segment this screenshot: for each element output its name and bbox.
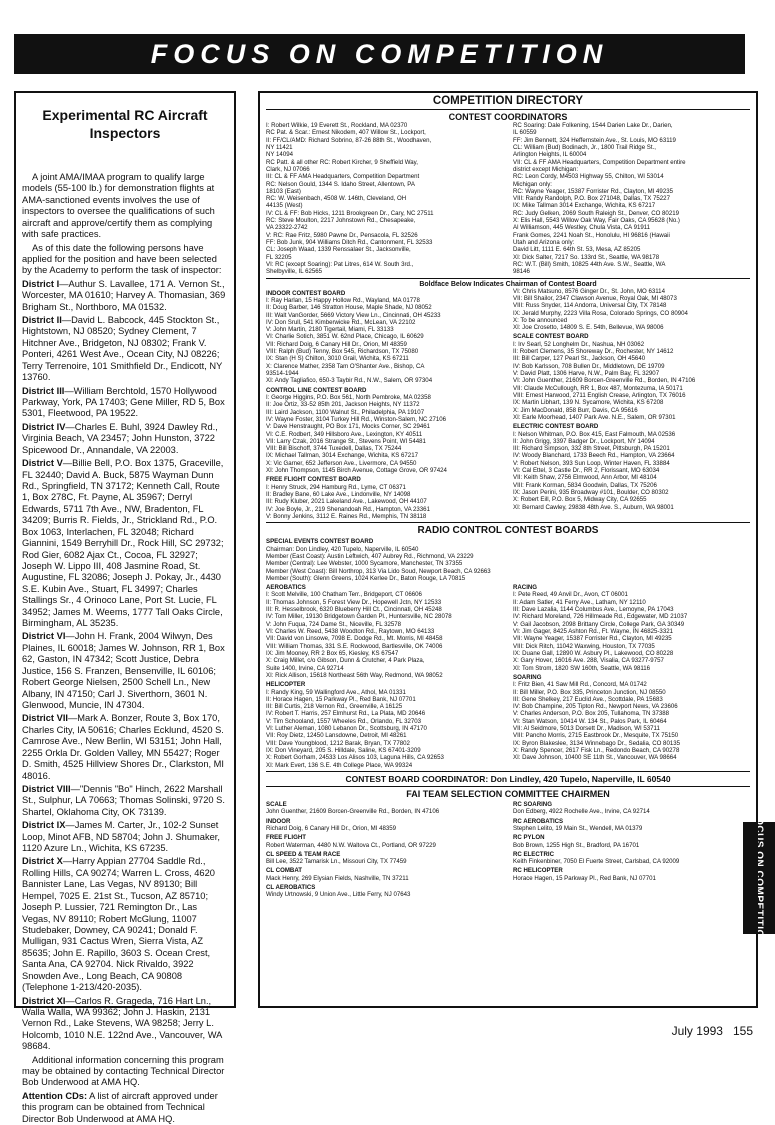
paragraph-text: As of this date the following persons have applied for the position and have been selected by the Academy to perform the task of inspector: <box>22 242 222 276</box>
list-item: III: CL & FF AMA Headquarters, Competition Department <box>266 173 420 181</box>
coordinators-right <box>513 122 750 276</box>
list-item: VII: Bill Shailor, 2347 Clawson Avenue, Royal Oak, MI 48073 <box>513 294 677 302</box>
list-item: I: Randy King, 59 Wallingford Ave., Athol, MA 01331 <box>266 688 406 696</box>
list-item: I: Ray Harlan, 15 Happy Hollow Rd., Wayland, MA 01778 <box>266 296 420 304</box>
list-item: I: Robert Wilkie, 19 Everett St., Rockland, MA 02370 <box>266 122 408 129</box>
coordinators-left <box>266 122 503 276</box>
list-item: II: Bradley Bane, 60 Lake Ave., Lindonville, NY 14098 <box>266 491 411 498</box>
list-item: Shelbyville, IL 62565 <box>266 268 323 276</box>
rc-right <box>513 582 750 769</box>
aerobatics-list <box>266 591 503 679</box>
list-item: XI: Dave Johnson, 10400 SE 11th St., Vancouver, WA 98664 <box>513 754 677 762</box>
article-paragraph <box>22 996 228 1053</box>
list-item: V: Charles Anderson, P.O. Box 205, Tullahoma, TN 37388 <box>513 710 670 718</box>
issue-date: July 1993 <box>671 1024 723 1038</box>
list-item: V: Tim Schooland, 1557 Wheeles Rd., Orlando, FL 32703 <box>266 717 422 725</box>
list-item: X: Clarence Mather, 2358 Tam O'Shanter Ave., Bishop, CA <box>266 362 425 370</box>
list-item: Frank Gomes, 2241 Noah St., Honolulu, HI 96816 (Hawaii <box>513 231 670 239</box>
list-item: IV: CL & FF: Bob Hicks, 1211 Brookgreen Dr., Cary, NC 27511 <box>266 209 434 217</box>
list-item: VIII: Pancho Morris, 2715 Eastbrook Dr., Mesquite, TX 75150 <box>513 732 679 740</box>
list-item: VIII: Randy Randolph, P.O. Box 271048, Dallas, TX 75227 <box>513 195 670 203</box>
paragraph-text: —David L. Babcock, 445 Stockton St., Hightstown, NJ 08520; Sydney Clement, 7 Hitchner Ave., Bridgeton, NJ 08302; Frank V. Ponteri, 4261 West Ave., Ocean City, NJ 08226; Terry Terrenoire, 101 Smithfield Dr., Endicott, NY 13760. <box>22 315 223 383</box>
list-item: III: Rudy Kluber, 2021 Lakeland Ave., Lakewood, OH 44107 <box>266 498 427 506</box>
paragraph-text: —James M. Carter, Jr., 102-2 Sunset Loop, Minot AFB, ND 58704; John J. Shumaker, 1120 Azure Ln., Wichita, KS 67235. <box>22 820 220 854</box>
article-body <box>22 172 228 1125</box>
list-item: VA 23322-2742 <box>266 224 308 232</box>
helicopter-list <box>266 689 503 769</box>
list-item: NY 11421 <box>266 143 293 151</box>
list-item: IX: Mike Tallman 3014 Exchange, Wichita, KS 67217 <box>513 202 656 210</box>
electric-board-list <box>513 431 750 511</box>
article-paragraph <box>22 856 228 993</box>
list-item: V: Dave Henstraught, PO Box 171, Mocks Corner, SC 29461 <box>266 423 431 431</box>
fai-left <box>266 799 503 899</box>
article-title: Experimental RC Aircraft Inspectors <box>42 107 208 141</box>
list-item: Member (East Coast): Austin Leftwich, 407 Aubrey Rd., Richmond, VA 23229 <box>266 552 474 560</box>
list-item: XI: Joe Crosetto, 14809 S. E. 54th, Bellevue, WA 98006 <box>513 324 664 332</box>
fai-section <box>260 799 756 899</box>
district-label: District I <box>22 278 60 289</box>
list-item: IV: Wayne Foster, 3104 Turkey Hill Rd., Winston-Salem, NC 27106 <box>266 415 447 423</box>
list-item: 44135 (West) <box>266 202 303 210</box>
list-item: V: Bonny Jenkins, 3112 E. Raines Rd., Memphis, TN 38118 <box>266 512 427 520</box>
article-paragraph <box>22 315 228 384</box>
article-paragraph <box>22 458 228 629</box>
list-item: VIII: Dick Ritch, 11042 Waxwing, Houston, TX 77035 <box>513 642 655 650</box>
district-label: District IX <box>22 820 66 831</box>
list-item: XI: Andy Tagliafico, 650-3 Taybir Rd., N.W., Salem, OR 97304 <box>266 377 433 385</box>
paragraph-text: —Billie Bell, P.O. Box 1375, Graceville, FL 32440; David A. Buck, 5875 Wayman Dunn Rd., Springfield, TN 37172; Kenneth Call, Route 1, Box 278C, Ft. Payne, AL 35967; Derryl Edwards, 5711 7th Ave., NW, Bradenton, FL 34209; Burris R. Fields, Jr., Strickland Rd., P.O. Box 1063, Interlachen, FL 32048; Richard Giannini, 1549 Berryhill Dr., Rock Hill, SC 29732; Rod Gier, 6082 Ajax Ct., Cocoa, FL 32927; Joseph W. Lippo III, 408 Jasmine Road, St. Augustine, FL 32086; Joseph J. Pokay, Jr., 4430 S.E. Kubin Ave., Stuart, FL 34997; Charles Stallings Sr., 4 Orinoco Lane, Port St. Lucie, FL 34952; James M. Weems, 1777 Tall Oaks Circle, Birmingham, AL 35235. <box>22 458 224 629</box>
list-item: XI: Tom Strom, 1820 SW 160th, Seattle, WA 98116 <box>513 664 651 672</box>
list-item: Al Williamson, 445 Westley, Chula Vista, CA 91911 <box>513 224 651 232</box>
list-item: V: RC: Rae Fritz, 5980 Pawne Dr., Pensacola, FL 32526 <box>266 231 418 239</box>
list-item: FF: Bob Junk, 904 Williams Ditch Rd., Cantonment, FL 32533 <box>266 239 433 246</box>
district-label: Attention CDs: <box>22 1090 88 1101</box>
list-item: I: George Higgins, P.O. Box 561, North Pembroke, MA 02358 <box>266 393 431 401</box>
divider <box>266 522 750 523</box>
paragraph-text: —Charles E. Buhl, 3924 Dawley Rd., Virginia Beach, VA 23457; John Hunston, 3722 Spicewood Dr., Annandale, VA 22003. <box>22 421 218 455</box>
district-label: District VIII <box>22 783 71 794</box>
banner-title: FOCUS ON COMPETITION <box>150 38 609 69</box>
paragraph-text: A joint AMA/IMAA program to qualify large models (55-100 lb.) for demonstration flights at AMA-sanctioned events involves the use of inspectors to oversee the qualifications of such aircraft and approve/certify them as complying with safe practices. <box>22 172 215 240</box>
fai-category: RC SOARING <box>513 800 552 808</box>
paragraph-text: —William Berchtold, 1570 Hollywood Parkway, York, PA 17403; Gene Miller, RD 5, Box 5301, Fleetwood, PA 19522. <box>22 385 225 419</box>
coordinators-section <box>260 122 756 276</box>
list-item: CL: Joseph Waad, 1339 Renssalaer St., Jacksonville, <box>266 246 411 254</box>
list-item: FL 32205 <box>266 253 292 261</box>
indoor-board-list <box>266 297 503 385</box>
list-item: VI: C.E. Rodbert, 349 Hillsboro Ave., Lexington, KY 40511 <box>266 430 423 438</box>
fai-chairman: Bob Brown, 1255 High St., Bradford, PA 16701 <box>513 841 640 849</box>
list-item: XI: Bernard Cawley, 29838 48th Ave. S., Auburn, WA 98001 <box>513 503 674 511</box>
special-events-title: SPECIAL EVENTS CONTEST BOARD <box>266 538 374 546</box>
paragraph-text: —Carlos R. Grageda, 716 Hart Ln., Walla Walla, WA 99362; John J. Haskin, 2131 Vernon Rd., Lake Stevens, WA 98258; Jerry L. Holcomb, 1010 N.E. 122nd Ave., Vancouver, WA 98684. <box>22 995 222 1052</box>
boards-right <box>513 288 750 521</box>
divider <box>266 786 750 787</box>
indoor-board-list-cont <box>513 288 750 332</box>
fai-chairman: John Guenther, 21609 Borcen-Greenville Rd., Borden, IN 47106 <box>266 808 440 816</box>
list-item: IV: Don Srull, 541 Kimberwicke Rd., McLean, VA 22102 <box>266 318 416 326</box>
list-item: VIII: Ernest Harwood, 2711 English Crease, Arlington, TX 76016 <box>513 391 686 399</box>
list-item: RC Pat. & Scar.: Ernest Nikodem, 407 Willow St., Lockport, <box>266 129 426 137</box>
list-item: IX: Don Vineyard, 205 S. Hilldale, Saline, KS 67401-3209 <box>266 747 421 754</box>
list-item: district except Michigan: <box>513 165 579 173</box>
page-number: 155 <box>732 1024 753 1038</box>
boards-left <box>266 288 503 521</box>
list-item: VII: Roy Dietz, 12450 Lansdowne, Detroit, MI 48261 <box>266 732 407 740</box>
article-paragraph <box>22 713 228 782</box>
fai-chairman: Robert Waterman, 4480 N.W. Waltova Ct., Portland, OR 97229 <box>266 841 436 849</box>
list-item: NY 14094 <box>266 151 293 159</box>
list-item: VII: Keith Shaw, 2756 Elmwood, Ann Arbor, MI 48104 <box>513 474 657 482</box>
coordinators-title: CONTEST COORDINATORS <box>448 112 568 122</box>
fai-chairman: Mack Henry, 269 Elysian Fields, Nashville, TN 37211 <box>266 874 409 882</box>
list-item: III: Gene Shelkey, 217 Euclid Ave., Scottdale, PA 15683 <box>513 695 663 703</box>
article-paragraph <box>22 784 228 818</box>
article-paragraph <box>22 422 228 456</box>
list-item: IX: Michael Tallman, 3014 Exchange, Wichita, KS 67217 <box>266 452 418 460</box>
list-item: David Litt, 1111 E. 64th St. 53, Mesa, AZ 85205 <box>513 246 641 254</box>
competition-directory <box>258 91 758 1008</box>
list-item: II: Joe Ortiz, 33-52 85th 201, Jackson Heights, NY 11372 <box>266 401 420 409</box>
list-item: 98146 <box>513 268 530 276</box>
special-events-list <box>266 546 750 583</box>
fai-title: FAI TEAM SELECTION COMMITTEE CHAIRMEN <box>406 788 610 799</box>
district-label: District VII <box>22 713 68 724</box>
article-paragraph <box>22 1055 228 1089</box>
scale-board-title: SCALE CONTEST BOARD <box>513 333 589 341</box>
paragraph-text: —"Dennis "Bo" Hinch, 2622 Marshall St., Sulphur, LA 70663; Thomas Solinski, 9720 S. Shartel, Oklahoma City, OK 73139. <box>22 783 225 817</box>
list-item: VIII: Dave Youngblood, 1212 Barak, Bryan, TX 77802 <box>266 739 410 747</box>
district-label: District VI <box>22 631 66 642</box>
list-item: FF: Jim Bennett, 324 Heffernstein Ave., St. Louis, MO 63119 <box>513 136 676 144</box>
rc-left <box>266 582 503 769</box>
district-label: District V <box>22 458 63 469</box>
list-item: VII: Larry Czak, 2016 Strange St., Stevens Point, WI 54481 <box>266 437 426 445</box>
list-item: IX: Jason Perini, 935 Broadway #101, Boulder, CO 80302 <box>513 489 669 496</box>
list-item: II: Adam Satler, 41 Ferry Ave., Latham, NY 12110 <box>513 598 646 606</box>
free-flight-board-list <box>266 484 503 521</box>
article-paragraph <box>22 1091 228 1125</box>
article-paragraph <box>22 631 228 711</box>
list-item: I: Pete Reed, 49 Anvil Dr., Avon, CT 06001 <box>513 591 628 599</box>
fai-right <box>513 799 750 899</box>
fai-chairman: Windy Urtnowski, 9 Union Ave., Little Ferry, NJ 07643 <box>266 891 411 899</box>
paragraph-text: A list of aircraft approved under this program can be obtained from Technical Director Bob Underwood at AMA HQ. <box>22 1090 218 1124</box>
list-item: III: Bill Curtis, 218 Vernon Rd., Greenville, A 16125 <box>266 703 403 711</box>
control-line-board-list <box>266 394 503 474</box>
list-item: VI: Jim Gager, 8425 Ashton Rd., Ft. Wayne, IN 46825-3321 <box>513 628 673 635</box>
list-item: X: Elis Hall, 5543 Willow Oak Way, Fair Oaks, CA 95628 (No.) <box>513 217 680 225</box>
list-item: VI: Cal Ettel, 3 Castle Dr., RR 2, Florissant, MO 63034 <box>513 467 660 475</box>
paragraph-text: —Mark A. Bonzer, Route 3, Box 170, Charles City, IA 50616; Charles Ecklund, 4520 S. Camrose Ave., New Berlin, WI 53151; John Hall, 2255 Orkla Dr. Golden Valley, MN 55427; Roger D. Smith, 4525 Hillview Shores Dr., Clarkston, MI 48016. <box>22 713 225 781</box>
electric-board-title: ELECTRIC CONTEST BOARD <box>513 423 599 431</box>
list-item: XI: Earle Moorhead, 1407 Park Ave. N.E., Salem, OR 97301 <box>513 413 676 421</box>
list-item: V: David Platt, 1306 Harve, N.W., Palm Bay, FL 32907 <box>513 370 660 377</box>
list-item: RC: Wayne Yeager, 15387 Forrister Rd., Clayton, MI 49235 <box>513 187 673 195</box>
divider <box>266 109 750 110</box>
list-item: RC Soaring: Dale Folkening, 1544 Darien Lake Dr., Darien, <box>513 122 673 129</box>
list-item: VII: David von Linsowe, 7098 E. Dodge Rd., Mt. Morris, MI 48458 <box>266 635 443 643</box>
list-item: I: Henry Struck, 294 Hamburg Rd., Lyme, CT 06371 <box>266 483 406 491</box>
article-paragraph <box>22 279 228 313</box>
fai-category: CL AEROBATICS <box>266 884 316 892</box>
list-item: IX: Stan (H S) Chilton, 3010 Grail, Wichita, KS 67211 <box>266 355 409 363</box>
divider <box>266 771 750 772</box>
article-paragraph <box>22 243 228 277</box>
list-item: RC: Nelson Gould, 1344 S. Idaho Street, Allentown, PA <box>266 180 415 188</box>
list-item: VII: Richard Doig, 6 Canary Hill Dr., Orion, MI 48359 <box>266 340 407 348</box>
list-item: VI: Charles W. Reed, 5438 Woodton Rd., Raytown, MO 64133 <box>266 628 435 635</box>
list-item: VIII: Frank Korman, 5834 Goodwin, Dallas, TX 75206 <box>513 481 657 489</box>
list-item: IX: Jim Mooney, RR 2 Box 65, Kiesley, KS 67547 <box>266 649 399 657</box>
list-item: II: FF/CL/AMD: Richard Sobrino, 87-26 88th St., Woodhaven, <box>266 136 432 144</box>
fai-chairman: Horace Hagen, 15 Parkway Pl., Red Bank, NJ 07701 <box>513 874 656 882</box>
scale-board-list <box>513 341 750 421</box>
paragraph-text: —Harry Appian 27704 Saddle Rd., Rolling Hills, CA 90274; Warren L. Cross, 4620 Bannister Lane, Las Vegas, NV 89130; Bill Hempel, 7025 E. 21st St., Tucson, AZ 85710; Joseph P. Lussier, 721 Remington Dr., Las Vegas, NV 89110; Robert McGlung, 11007 Studebaker, Downey, CA 90241; Donald F. Mulligan, 931 Cactus Wren, Sierra Vista, AZ 85635; John E. Rapillo, 3603 S. Ocean Crest, Santa Ana, CA 92704. Nick Rivaldo, 3922 Snowden Ave., Long Beach, CA 90808 (Telephone 1-213/420-2035). <box>22 856 215 993</box>
directory-title: COMPETITION DIRECTORY <box>432 95 584 107</box>
board-coordinator: CONTEST BOARD COORDINATOR: Don Lindley, 420 Tupelo, Naperville, IL 60540 <box>345 773 671 784</box>
list-item: VI: John Guenther, 21609 Borcen-Greenville Rd., Borden, IN 47106 <box>513 377 696 385</box>
list-item: III: Richard Simpson, 332 8th Street, Pittsburgh, PA 15201 <box>513 445 670 453</box>
list-item: II: John Grigg, 3397 Badger Dr., Lockport, NY 14094 <box>513 437 655 445</box>
list-item: I: Irv Searl, 52 Longhelm Dr., Nashua, NH 03062 <box>513 340 645 348</box>
list-item: RC: W.T. (Bill) Smith, 10825 44th Ave. S.W., Seattle, WA <box>513 260 666 268</box>
list-item: VI: RC (except Soaring): Pat Litres, 614 W. South 3rd., <box>266 260 414 268</box>
list-item: Member (Central): Lee Webster, 1000 Sycamore, Manchester, TN 37355 <box>266 560 463 568</box>
list-item: IX: Martin Libhart, 139 N. Sycamore, Wichita, KS 67208 <box>513 399 664 407</box>
list-item: X: Gary Hover, 16016 Ave. 288, Visalia, CA 93277-9757 <box>513 657 664 665</box>
list-item: IV: Robert T. Harris, 257 Elmhurst Rd., La Plata, MD 20646 <box>266 710 426 718</box>
list-item: II: Bill Miller, P.O. Box 335, Princeton Junction, NJ 08550 <box>513 688 666 696</box>
aerobatics-title: AEROBATICS <box>266 584 306 592</box>
list-item: IX: Duane Gall, 12890 W. Asbury Pl., Lakewood, CO 80228 <box>513 649 674 657</box>
special-events-board <box>260 538 756 582</box>
article-paragraph <box>22 820 228 854</box>
soaring-list <box>513 681 750 761</box>
boldface-note: Boldface Below Indicates Chairman of Contest Board <box>419 280 597 288</box>
list-item: IX: Byron Blakeslee, 3134 Winnebago Dr., Sedalia, CO 80135 <box>513 739 681 747</box>
fai-chairman: Don Edberg, 4922 Rochelle Ave., Irvine, CA 92714 <box>513 808 650 816</box>
fai-category: SCALE <box>266 800 287 808</box>
list-item: RC: Leon Cordy, M4503 Highway 55, Chilton, WI 53014 <box>513 173 664 181</box>
list-item: III: Walt VanGorder, 5669 Victory View Ln., Cincinnati, OH 45233 <box>266 311 441 319</box>
list-item: I: Scott Melville, 100 Chatham Terr., Bridgeport, CT 06606 <box>266 591 422 599</box>
list-item: II: Horace Hagen, 15 Parkway Pl., Red Bank, NJ 07701 <box>266 695 416 703</box>
soaring-title: SOARING <box>513 673 542 681</box>
section-banner <box>14 34 745 74</box>
list-item: V: John Martin, 2180 Tigertail, Miami, FL 33133 <box>266 326 394 334</box>
list-item: IV: Tom Miller, 19130 Bridgetown Garden Pl., Huntersville, NC 28078 <box>266 613 452 621</box>
paragraph-text: —John H. Frank, 2004 Wilwyn, Des Plaines, IL 60018; James W. Johnson, RR 1, Box 62, Gaston, IN 47342; Scott Justice, Debra Justice, 156 S. Franzen, Bensenville, IL 60106; Robert George Nielsen, 2500 Schell Ln., New Albany, IN 47150; Carl J. Siverthorn, 3601 N. Glenwood, Muncie, IN 47304. <box>22 631 225 710</box>
list-item: VI: Stan Watson, 10414 W. 134 St., Palos Park, IL 60464 <box>513 717 667 725</box>
article-paragraph <box>22 172 228 241</box>
list-item: RC: W. Weisenbach, 4508 W. 146th, Cleveland, OH <box>266 195 407 203</box>
list-item: VII: Claude McCullough, RR 1, Box 487, Montezuma, IA 50171 <box>513 384 683 392</box>
list-item: V: Robert Nelson, 393 Sun Loop, Winter Haven, FL 33884 <box>513 459 670 467</box>
contest-boards-section <box>260 288 756 521</box>
list-item: VII: Wayne Yeager, 15387 Forrister Rd., Clayton, MI 49235 <box>513 635 672 643</box>
list-item: X: Craig Millet, c/o Gibson, Dunn & Crutcher, 4 Park Plaza, <box>266 657 425 665</box>
list-item: Arlington Heights, IL 60004 <box>513 151 587 159</box>
fai-category: RC HELICOPTER <box>513 867 563 875</box>
list-item: RC Patt. & all other RC: Robert Kircher, 9 Sheffield Way, <box>266 158 418 166</box>
racing-title: RACING <box>513 584 538 592</box>
list-item: XI: John Thompson, 1145 Birch Avenue, Cottage Grove, OR 97424 <box>266 467 447 475</box>
fai-chairman: Keith Finkenbiner, 7050 El Fuerte Street, Carlsbad, CA 92009 <box>513 858 680 866</box>
list-item: III: Laird Jackson, 1100 Walnut St., Philadelphia, PA 19107 <box>266 408 425 416</box>
fai-category: RC ELECTRIC <box>513 850 554 858</box>
list-item: CL: William (Bud) Bodinach, Jr., 1800 Trail Ridge St., <box>513 143 656 151</box>
fai-chairman: Richard Doig, 6 Canary Hill Dr., Orion, MI 48359 <box>266 824 397 832</box>
list-item: Member (South): Glenn Greens, 1024 Kerlee Dr., Baton Rouge, LA 70815 <box>266 574 466 582</box>
list-item: X: Randy Spencer, 2617 Fisk Ln., Redondo Beach, CA 90278 <box>513 747 680 754</box>
list-item: VIII: Bill Bischoff, 3744 Tuxedell, Dallas, TX 75244 <box>266 445 402 453</box>
rc-boards-title: RADIO CONTROL CONTEST BOARDS <box>417 525 599 537</box>
district-label: District IV <box>22 421 66 432</box>
divider <box>266 278 750 279</box>
list-item: X: Jim MacDonald, 858 Burr, Davis, CA 95616 <box>513 406 638 414</box>
list-item: XI: Mark Evert, 136 S.E. 4th College Place, WA 99324 <box>266 761 413 769</box>
list-item: Member (West Coast): Bill Northrop, 313 Via Lido Soud, Newport Beach, CA 92663 <box>266 567 491 575</box>
list-item: II: Doug Barber, 146 Stratton House, Maple Shade, NJ 08052 <box>266 304 432 312</box>
list-item: VIII: Russ Snyder, 114 Andorra, Universal City, TX 78148 <box>513 302 667 310</box>
list-item: V: John Fuqua, 724 Dame St., Niceville, FL 32578 <box>266 620 402 628</box>
list-item: IV: Joe Boyle, Jr., 219 Shenandoah Rd., Hampton, VA 23361 <box>266 505 430 513</box>
list-item: VIII: Ralph (Bud) Tenny, Box 545, Richardson, TX 75080 <box>266 348 419 356</box>
control-line-board-title: CONTROL LINE CONTEST BOARD <box>266 386 367 394</box>
list-item: IL 60559 <box>513 129 537 137</box>
list-item: Michigan only: <box>513 180 552 188</box>
list-item: VI: Charlie Sotich, 3851 W. 62nd Place, Chicago, IL 60629 <box>266 333 424 341</box>
free-flight-board-title: FREE FLIGHT CONTEST BOARD <box>266 476 361 484</box>
racing-list <box>513 591 750 671</box>
list-item: IV: Woody Blanchard, 1733 Beech Rd., Hampton, VA 23664 <box>513 452 675 460</box>
list-item: IV: Richard Moreland, 726 Hillmeade Rd., Edgewater, MD 21037 <box>513 613 688 621</box>
indoor-board-title: INDOOR CONTEST BOARD <box>266 289 346 297</box>
list-item: II: Robert Clemens, 35 Shoreway Dr., Rochester, NY 14612 <box>513 348 674 356</box>
fai-category: RC PYLON <box>513 834 545 842</box>
list-item: III: R. Hesselbrook, 6320 Blueberry Hill Ct., Cincinnati, OH 45248 <box>266 606 442 614</box>
list-item: VIII: William Thomas, 331 S.E. Rockwood, Bartlesville, OK 74006 <box>266 642 443 650</box>
list-item: XI: Rick Allison, 15618 Northeast 56th Way, Redmond, WA 98052 <box>266 671 443 679</box>
paragraph-text: Additional information concerning this program may be obtained by contacting Technical Director Bob Underwood at AMA HQ. <box>22 1054 225 1088</box>
list-item: Chairman: Don Lindley, 420 Tupelo, Naperville, IL 60540 <box>266 545 419 553</box>
list-item: III: Dave Lazalia, 1144 Columbus Ave., Lemoyne, PA 17043 <box>513 606 674 614</box>
inspectors-article <box>14 91 236 1124</box>
list-item: VII: CL & FF AMA Headquarters, Competition Department entire <box>513 158 686 166</box>
fai-category: INDOOR <box>266 817 291 825</box>
list-item: III: Bill Carper, 127 Pearl St., Jackson, OH 45640 <box>513 355 646 363</box>
fai-chairman: Stephen Lelito, 19 Main St., Wendell, MA 01379 <box>513 824 643 832</box>
list-item: IX: Jerald Murphy, 2223 Villa Rosa, Colorado Springs, CO 80904 <box>513 309 688 317</box>
list-item: II: Thomas Johnson, 5 Forest View Dr., Hopewell Jctn, NY 12533 <box>266 598 442 606</box>
list-item: X: Robert Eill, P.O. Box 5, Midway City, CA 92655 <box>513 496 647 504</box>
list-item: VI: Chris Matsuno, 8576 Ginger Dr., St. John, MO 63114 <box>513 287 665 295</box>
list-item: Clark, NJ 07066 <box>266 165 310 173</box>
list-item: IV: Bob Karlsson, 708 Bullen Dr., Middletown, DE 19709 <box>513 362 665 370</box>
article-paragraph <box>22 386 228 420</box>
list-item: I: Nelson Whitman, P.O. Box 415, East Falmouth, MA 02536 <box>513 430 676 438</box>
district-label: District II <box>22 315 62 326</box>
district-label: District X <box>22 856 63 867</box>
page-footer <box>672 1024 753 1038</box>
list-item: VI: Luther Aleman, 1080 Lebanon Dr., Scottsburg, IN 47170 <box>266 725 427 733</box>
district-label: District III <box>22 385 65 396</box>
list-item: RC: Judy Gelken, 2069 South Raleigh St., Denver, CO 80219 <box>513 209 679 217</box>
list-item: Utah and Arizona only: <box>513 239 575 246</box>
rc-boards-section <box>260 582 756 769</box>
list-item: IV: Bob Champine, 205 Tipton Rd., Newport News, VA 23606 <box>513 703 678 711</box>
fai-category: FREE FLIGHT <box>266 834 306 842</box>
fai-category: CL SPEED & TEAM RACE <box>266 850 341 858</box>
list-item: X: Robert Gorham, 24533 Los Alisos 103, Laguna Hills, CA 92653 <box>266 754 444 762</box>
list-item: RC: Steve Moulton, 2217 Johnstown Rd., Chesapeake, <box>266 217 416 225</box>
fai-category: CL COMBAT <box>266 867 302 875</box>
helicopter-title: HELICOPTER <box>266 681 306 689</box>
fai-chairman: Bill Lee, 3522 Tamarisk Ln., Missouri City, TX 77459 <box>266 858 407 866</box>
side-tab-label: FOCUS ON COMPETITION <box>753 810 765 946</box>
list-item: V: Gail Jacobson, 2098 Brittany Circle, College Park, GA 30349 <box>513 620 685 628</box>
fai-category: RC AEROBATICS <box>513 817 564 825</box>
list-item: VII: Al Seidmore, 5013 Dorsett Dr., Madison, WI 53711 <box>513 725 660 733</box>
list-item: XI: Dick Salter, 7217 So. 133rd St., Seattle, WA 98178 <box>513 253 660 261</box>
list-item: I: Fritz Bien, 41 Saw Mill Rd., Concord, MA 01742 <box>513 681 647 689</box>
list-item: X: Vic Garner, 652 Jefferson Ave., Livermore, CA 94550 <box>266 459 417 467</box>
paragraph-text: —Authur S. Lavallee, 171 A. Vernon St., Worcester, MA 01610; Harvey A. Thomasian, 369 Brigham St., Northboro, MA 01532. <box>22 278 226 312</box>
list-item: Suite 1400, Irvine, CA 92714 <box>266 664 344 672</box>
list-item: X: To be announced <box>513 316 568 324</box>
district-label: District XI <box>22 995 66 1006</box>
list-item: 18103 (East) <box>266 187 301 195</box>
list-item: 93514-1944 <box>266 370 299 377</box>
